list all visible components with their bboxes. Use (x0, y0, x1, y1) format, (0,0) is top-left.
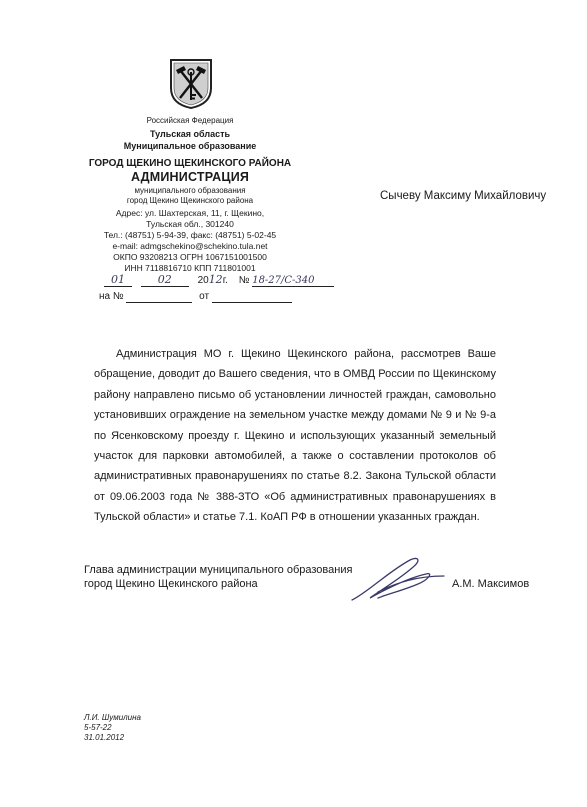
signatory-title-line1: Глава администрации муниципального образования (84, 564, 353, 576)
reg-year-g: г. (222, 275, 228, 286)
header-phone-fax: Тел.: (48751) 5-94-39, факс: (48751) 5-02-45 (103, 230, 277, 240)
reg-number-value: 18-27/С-340 (252, 275, 334, 287)
addressee: Сычеву Максиму Михайловичу (380, 190, 547, 202)
registration-line (104, 273, 334, 287)
ref-number-blank (126, 291, 192, 303)
header-org: АДМИНИСТРАЦИЯ (130, 170, 250, 184)
reg-date-day: 01 (104, 273, 132, 287)
header-municipality: Муниципальное образование (123, 141, 257, 151)
header-city: ГОРОД ЩЕКИНО ЩЕКИНСКОГО РАЙОНА (88, 158, 292, 169)
executor-name: Л.И. Шумилина (84, 713, 141, 722)
signatory-title (84, 563, 352, 591)
reg-date-month: 02 (141, 273, 189, 287)
letter-body (94, 344, 496, 528)
executor-phone: 5-57-22 (84, 723, 112, 732)
letter-body-paragraph: Администрация МО г. Щекино Щекинского района, рассмотрев Ваше обращение, доводит до Вашего сведения, что в ОМВД России по Щекинскому району направлено письмо об установлении личностей граждан, самовольно установивших ограждение на земельном участке между домами № 9 и № 9-а по Ясенковскому проезду г. Щекино и использующих указанный земельный участок для парковки автомобилей, а также о составлении протоколов об административных правонарушениях по статье 8.2. Закона Тульской области от 09.06.2003 года № 388-ЗТО «Об административных правонарушениях в Тульской области» и статье 7.1. КоАП РФ в отношении указанных граждан. (94, 348, 496, 524)
reg-number-label: № (238, 275, 250, 286)
header-org-sub1: муниципального образования (134, 186, 246, 195)
header-email: e-mail: admgschekino@schekino.tula.net (112, 241, 268, 251)
header-org-sub2: город Щекино Щекинского района (126, 196, 254, 205)
header-region: Тульская область (149, 129, 231, 139)
ref-na-label: на № (99, 291, 124, 302)
reg-year-prefix: 20 (197, 275, 209, 286)
ref-date-blank (212, 291, 292, 303)
executor-block (84, 713, 141, 743)
header-address-line1: Адрес: ул. Шахтерская, 11, г. Щекино, (115, 208, 265, 218)
signatory-title-line2: город Щекино Щекинского района (84, 578, 258, 590)
signatory-name: А.М. Максимов (452, 578, 530, 590)
reg-year-suffix: 12 (208, 273, 223, 286)
handwritten-signature (348, 552, 448, 608)
header-okpo-ogrn: ОКПО 93208213 ОГРН 1067151001500 (113, 252, 267, 262)
header-inn-kpp: ИНН 7118816710 КПП 711801001 (124, 263, 256, 273)
header-country: Российская Федерация (146, 116, 234, 125)
tula-coat-of-arms-icon (168, 58, 214, 110)
header-address-line2: Тульская обл., 301240 (146, 219, 234, 229)
executor-date: 31.01.2012 (84, 733, 125, 742)
ref-ot-label: от (199, 291, 210, 302)
reference-line (99, 291, 292, 303)
